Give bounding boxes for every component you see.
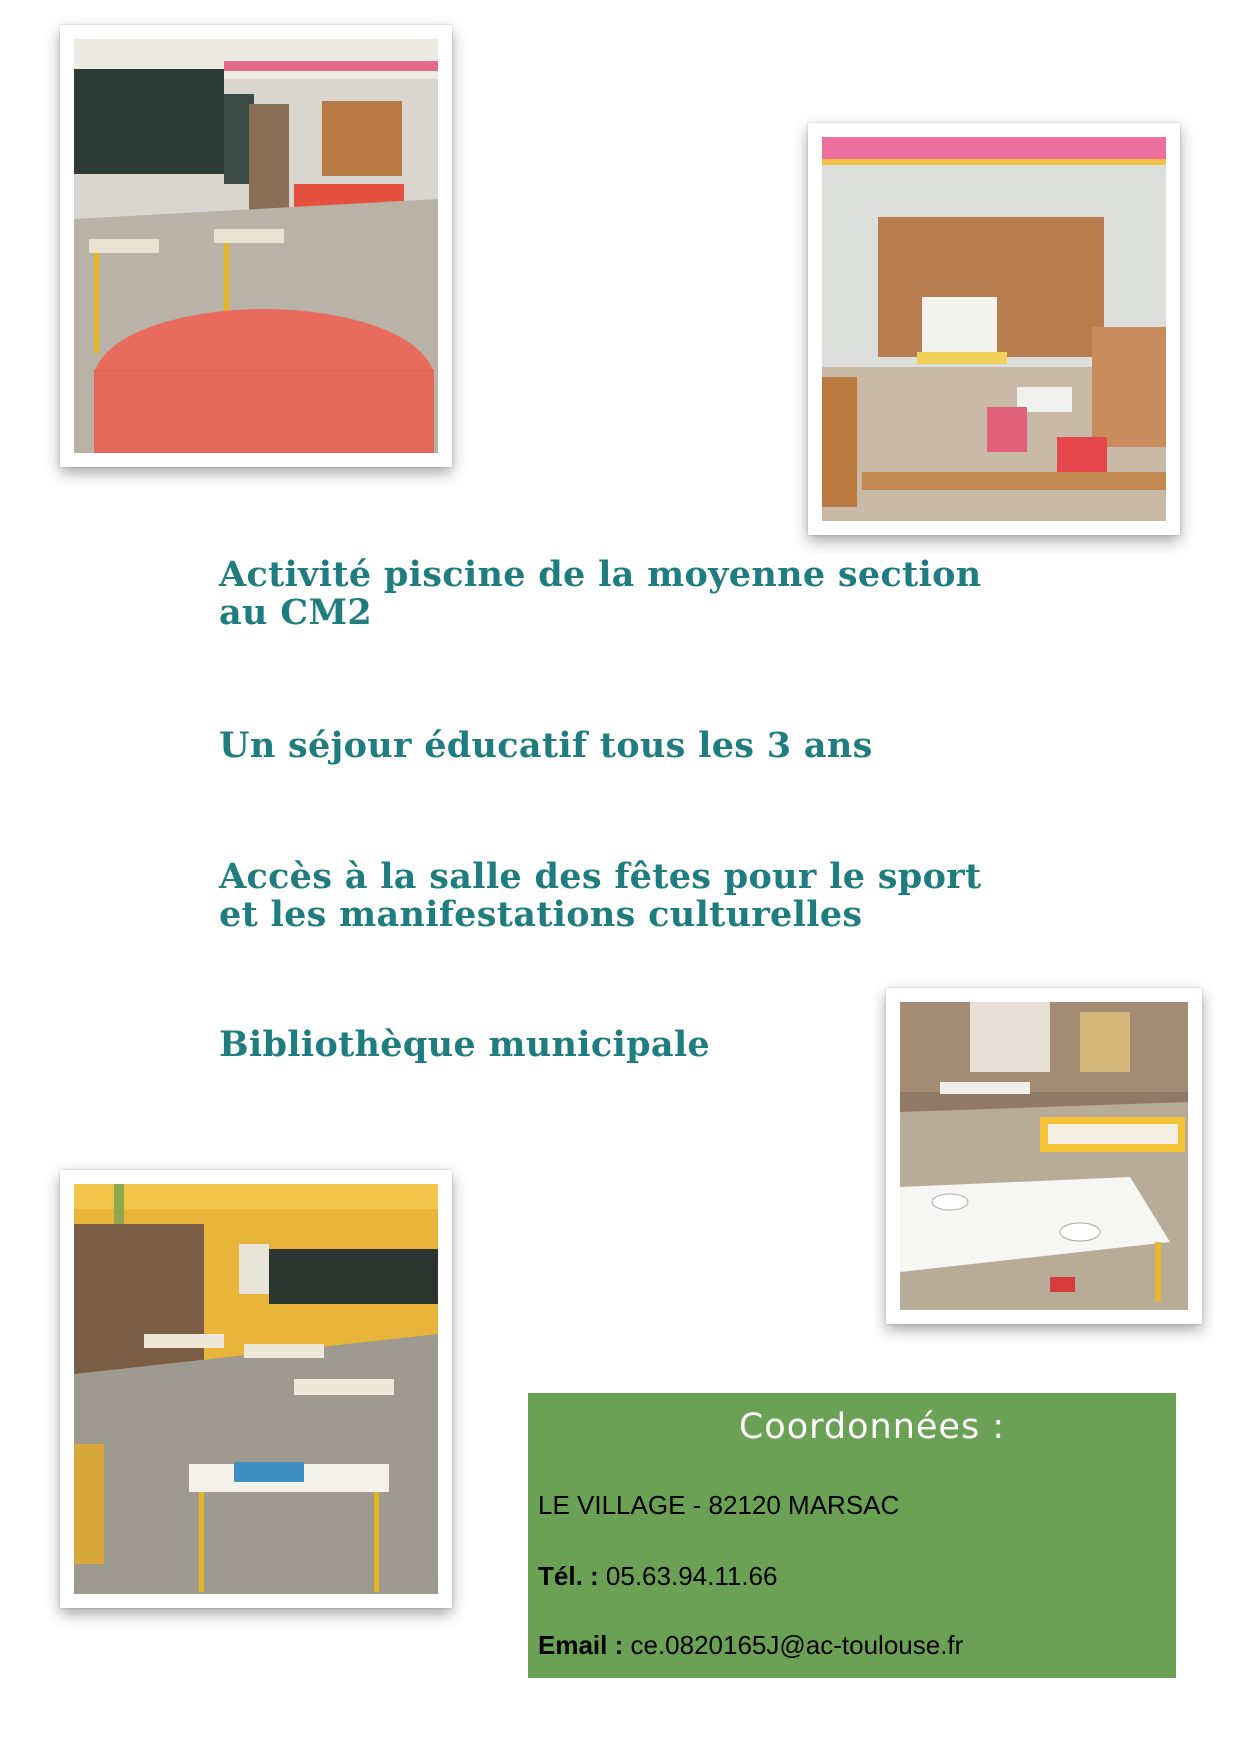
heading-line: Accès à la salle des fêtes pour le sport	[219, 856, 982, 897]
heading-swimming-activity	[219, 556, 1119, 632]
heading-educational-trip	[219, 727, 1119, 765]
heading-line: au CM2	[219, 592, 373, 633]
classroom-image-1	[74, 39, 438, 453]
contact-title: Coordonnées :	[738, 1407, 1006, 1447]
phone-value: 05.63.94.11.66	[605, 1561, 778, 1591]
contact-address: LE VILLAGE - 82120 MARSAC	[538, 1490, 900, 1520]
contact-phone	[538, 1561, 777, 1592]
heading-line: Activité piscine de la moyenne section	[219, 554, 982, 595]
classroom-photo-3	[60, 1170, 452, 1608]
phone-label: Tél. :	[538, 1561, 599, 1591]
classroom-image-2	[822, 137, 1166, 521]
email-value: ce.0820165J@ac-toulouse.fr	[630, 1630, 964, 1660]
heading-line: et les manifestations culturelles	[219, 894, 863, 935]
heading-municipal-library	[219, 1026, 1119, 1064]
contact-box	[528, 1393, 1176, 1678]
heading-line: Bibliothèque municipale	[219, 1024, 710, 1065]
classroom-photo-2	[808, 123, 1180, 535]
email-label: Email :	[538, 1630, 624, 1660]
heading-festival-hall-access	[219, 858, 1119, 934]
heading-line: Un séjour éducatif tous les 3 ans	[219, 725, 873, 766]
classroom-image-3	[74, 1184, 438, 1594]
classroom-photo-1	[60, 25, 452, 467]
contact-email	[538, 1630, 963, 1661]
